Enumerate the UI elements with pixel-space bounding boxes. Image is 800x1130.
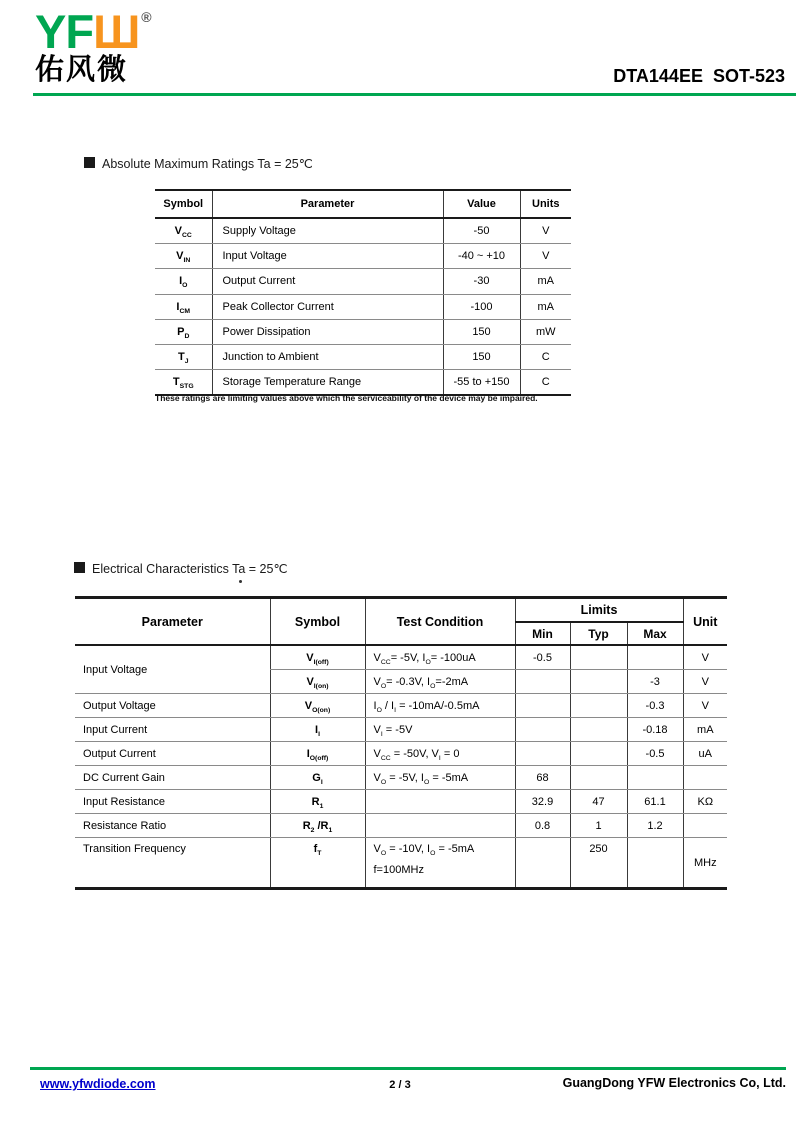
cell-symbol: $R_1$	[270, 790, 365, 814]
col-header-value: Value	[443, 190, 520, 218]
col-header-limits-group: Limits	[515, 598, 683, 623]
abs-max-heading	[84, 156, 313, 171]
cell-max	[627, 766, 683, 790]
header-divider	[33, 93, 796, 96]
table-row	[155, 344, 571, 369]
cell-symbol: $I_I$	[270, 718, 365, 742]
abs-max-heading-label: Absolute Maximum Ratings Ta = 25℃	[102, 157, 313, 171]
table-row	[155, 244, 571, 269]
cell-parameter: Input Voltage	[75, 645, 270, 694]
cell-symbol: $T_J$	[155, 344, 212, 369]
cell-parameter: Output Current	[212, 269, 443, 294]
cell-test-condition: $V_I = -5V$	[365, 718, 515, 742]
cell-parameter: Input Resistance	[75, 790, 270, 814]
stray-dot-artifact	[239, 580, 242, 583]
table-row	[75, 766, 727, 790]
cell-typ: 250	[570, 838, 627, 889]
col-header-unit: Unit	[683, 598, 727, 646]
logo-wordmark	[35, 5, 151, 58]
cell-symbol: $V_{IN}$	[155, 244, 212, 269]
cell-max: -0.18	[627, 718, 683, 742]
cell-min: 68	[515, 766, 570, 790]
col-header-symbol: Symbol	[270, 598, 365, 646]
cell-value: -40 ~ +10	[443, 244, 520, 269]
cell-max	[627, 645, 683, 670]
cell-parameter: Output Voltage	[75, 694, 270, 718]
cell-symbol: $f_T$	[270, 838, 365, 889]
cell-value: -30	[443, 269, 520, 294]
cell-typ	[570, 766, 627, 790]
cell-value: -50	[443, 218, 520, 244]
cell-parameter: DC Current Gain	[75, 766, 270, 790]
cell-min	[515, 838, 570, 889]
logo-w-glyph: Ш	[93, 5, 140, 58]
cell-typ	[570, 645, 627, 670]
table-row	[75, 718, 727, 742]
cell-min	[515, 718, 570, 742]
col-header-parameter: Parameter	[75, 598, 270, 646]
cell-test-condition: $V_{CC} = -50V$, $V_I = 0$	[365, 742, 515, 766]
elec-char-heading	[74, 561, 287, 576]
cell-unit	[683, 814, 727, 838]
cell-symbol: $G_I$	[270, 766, 365, 790]
table-row	[75, 790, 727, 814]
col-header-symbol: Symbol	[155, 190, 212, 218]
col-header-parameter: Parameter	[212, 190, 443, 218]
footer-divider	[30, 1067, 786, 1070]
cell-test-condition: $V_O = -5V$, $I_O = -5mA$	[365, 766, 515, 790]
cell-symbol: $V_{I(off)}$	[270, 645, 365, 670]
cell-min: -0.5	[515, 645, 570, 670]
cell-parameter: Power Dissipation	[212, 319, 443, 344]
cell-parameter: Storage Temperature Range	[212, 370, 443, 396]
table-row	[155, 319, 571, 344]
cell-unit: KΩ	[683, 790, 727, 814]
cell-unit	[683, 766, 727, 790]
cell-typ	[570, 694, 627, 718]
section-bullet-icon	[74, 562, 85, 573]
website-link[interactable]: www.yfwdiode.com	[40, 1077, 156, 1091]
cell-parameter: Transition Frequency	[75, 838, 270, 889]
col-header-min: Min	[515, 622, 570, 645]
cell-units: C	[520, 344, 571, 369]
elec-char-heading-label: Electrical Characteristics Ta = 25℃	[92, 562, 288, 576]
cell-typ	[570, 670, 627, 694]
cell-units: V	[520, 244, 571, 269]
cell-max	[627, 838, 683, 889]
abs-max-header-row	[155, 190, 571, 218]
table-row	[155, 269, 571, 294]
part-number-title: DTA144EE SOT-523	[613, 66, 785, 86]
table-row	[75, 694, 727, 718]
test-condition-line-1: $V_O = -10V$, $I_O = -5mA$	[373, 843, 475, 858]
cell-parameter: Input Voltage	[212, 244, 443, 269]
cell-test-condition: $V_{CC}= -5V$, $I_O= -100uA$	[365, 645, 515, 670]
cell-symbol: $T_{STG}$	[155, 370, 212, 396]
col-header-units: Units	[520, 190, 571, 218]
cell-unit: MHz	[683, 838, 727, 889]
cell-typ: 1	[570, 814, 627, 838]
elec-header-row-1	[75, 598, 727, 623]
cell-units: mA	[520, 294, 571, 319]
test-condition-line-2: f=100MHz	[373, 864, 424, 876]
logo-yf-text: YF	[35, 5, 94, 58]
cell-symbol: $P_D$	[155, 319, 212, 344]
cell-unit: mA	[683, 718, 727, 742]
cell-min	[515, 694, 570, 718]
cell-parameter: Output Current	[75, 742, 270, 766]
cell-unit: V	[683, 670, 727, 694]
col-header-max: Max	[627, 622, 683, 645]
cell-min: 32.9	[515, 790, 570, 814]
cell-parameter: Resistance Ratio	[75, 814, 270, 838]
cell-units: mW	[520, 319, 571, 344]
cell-typ	[570, 718, 627, 742]
cell-symbol: $I_{CM}$	[155, 294, 212, 319]
page-number: 2 / 3	[389, 1079, 411, 1091]
section-bullet-icon	[84, 157, 95, 168]
cell-min	[515, 670, 570, 694]
cell-symbol: $I_{O(off)}$	[270, 742, 365, 766]
cell-value: -100	[443, 294, 520, 319]
logo-chinese-name: 佑风微	[35, 54, 129, 86]
cell-test-condition	[365, 814, 515, 838]
col-header-test-condition: Test Condition	[365, 598, 515, 646]
cell-value: 150	[443, 319, 520, 344]
registered-trademark-icon: ®	[141, 9, 151, 25]
cell-max: -0.5	[627, 742, 683, 766]
col-header-typ: Typ	[570, 622, 627, 645]
cell-typ: 47	[570, 790, 627, 814]
abs-max-footnote: These ratings are limiting values above which the serviceability of the device may be impaired.	[155, 393, 538, 403]
cell-value: 150	[443, 344, 520, 369]
company-logo	[35, 5, 151, 86]
table-row	[155, 294, 571, 319]
cell-symbol: $V_{I(on)}$	[270, 670, 365, 694]
table-row	[155, 370, 571, 396]
table-row	[75, 838, 727, 889]
cell-units: V	[520, 218, 571, 244]
cell-test-condition	[365, 790, 515, 814]
table-row	[75, 645, 727, 670]
table-row	[75, 742, 727, 766]
cell-max: 61.1	[627, 790, 683, 814]
cell-units: mA	[520, 269, 571, 294]
cell-test-condition: $I_O / I_I = -10mA/-0.5mA$	[365, 694, 515, 718]
cell-symbol: $V_{CC}$	[155, 218, 212, 244]
table-row	[155, 218, 571, 244]
cell-parameter: Input Current	[75, 718, 270, 742]
cell-parameter: Peak Collector Current	[212, 294, 443, 319]
elec-char-table	[75, 596, 727, 890]
cell-min	[515, 742, 570, 766]
cell-max: 1.2	[627, 814, 683, 838]
cell-typ	[570, 742, 627, 766]
abs-max-table	[155, 189, 571, 396]
cell-max: -3	[627, 670, 683, 694]
cell-max: -0.3	[627, 694, 683, 718]
cell-unit: uA	[683, 742, 727, 766]
cell-symbol: $V_{O(on)}$	[270, 694, 365, 718]
cell-parameter: Supply Voltage	[212, 218, 443, 244]
cell-test-condition	[365, 838, 515, 889]
cell-symbol: $I_O$	[155, 269, 212, 294]
cell-unit: V	[683, 645, 727, 670]
cell-test-condition: $V_O= -0.3V$, $I_O=-2mA$	[365, 670, 515, 694]
table-row	[75, 814, 727, 838]
cell-units: C	[520, 370, 571, 396]
cell-min: 0.8	[515, 814, 570, 838]
cell-parameter: Junction to Ambient	[212, 344, 443, 369]
cell-value: -55 to +150	[443, 370, 520, 396]
company-name: GuangDong YFW Electronics Co, Ltd.	[562, 1076, 786, 1090]
cell-symbol: $R_2$ $/R_1$	[270, 814, 365, 838]
cell-unit: V	[683, 694, 727, 718]
